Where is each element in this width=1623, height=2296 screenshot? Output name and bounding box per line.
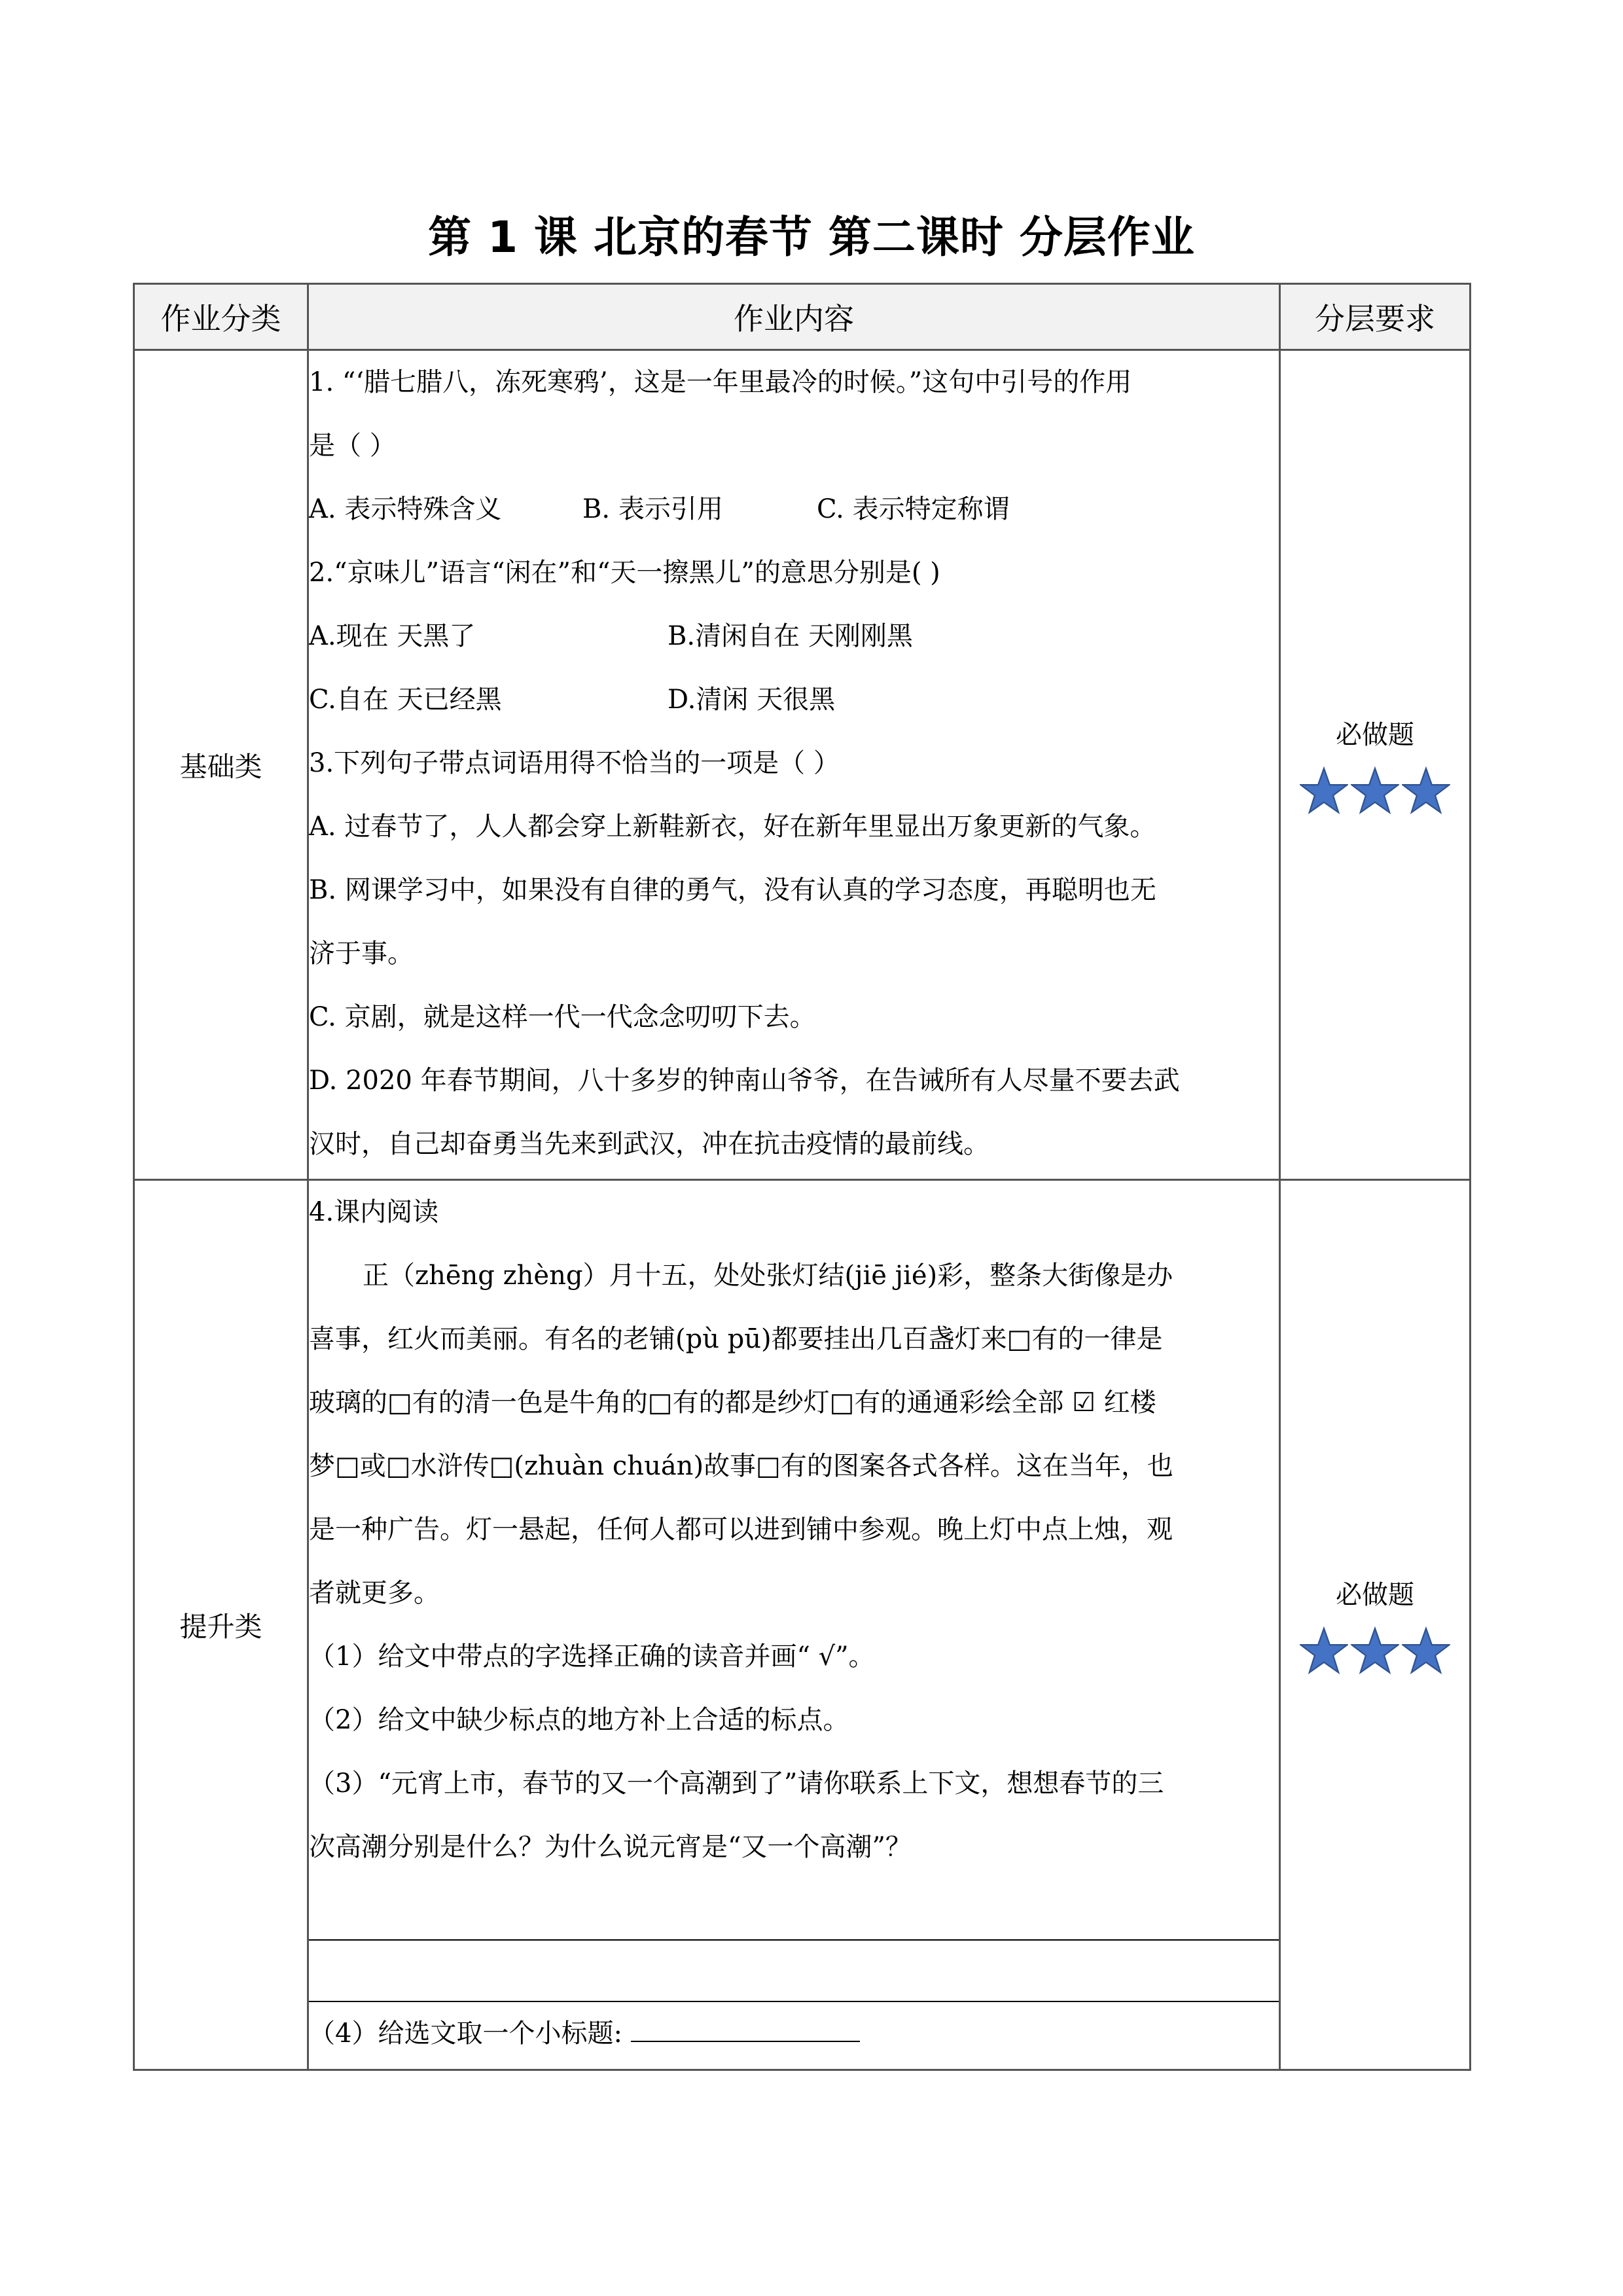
q2-option-b: B.清闲自在 天刚刚黑 [668,621,913,651]
section-row-advanced [134,1180,1471,2070]
page-title: 第 1 课 北京的春节 第二课时 分层作业 [428,212,1195,262]
q2-option-c: C.自在 天已经黑 [309,685,502,715]
header-content: 作业内容 [308,284,1280,350]
q1-stem-line2: 是（ ） [309,431,396,461]
difficulty-stars [1281,1626,1469,1675]
passage-line: 是一种广告。灯一悬起，任何人都可以进到铺中参观。晚上灯中点上烛，观 [309,1515,1173,1545]
passage-line: 梦□或□水浒传□(zhuàn chuán)故事□有的图案各式各样。这在当年，也 [309,1451,1173,1481]
q1-option-b: B. 表示引用 [582,494,723,524]
sub-question-3-line2: 次高潮分别是什么？为什么说元宵是“又一个高潮”？ [309,1832,912,1862]
q1-option-a: A. 表示特殊含义 [309,494,502,524]
q2-option-a: A.现在 天黑了 [309,621,476,651]
answer-line[interactable] [309,1879,1279,1941]
header-category: 作业分类 [134,284,308,350]
q3-option-b-line1: B. 网课学习中，如果没有自律的勇气，没有认真的学习态度，再聪明也无 [309,875,1156,905]
content-basic [308,350,1280,1180]
header-requirement: 分层要求 [1280,284,1471,350]
star-icon [1351,766,1399,815]
passage-line: 喜事，红火而美丽。有名的老铺(pù pū)都要挂出几百盏灯来□有的一律是 [309,1324,1163,1354]
requirement-label: 必做题 [1336,1579,1414,1610]
q1-option-c: C. 表示特定称谓 [817,494,1010,524]
sub-question-3-line1: （3）“元宵上市，春节的又一个高潮到了”请你联系上下文，想想春节的三 [309,1768,1164,1799]
table-header-row [134,284,1471,350]
homework-table [133,283,1471,2071]
subtitle-blank[interactable] [631,2015,860,2042]
q3-option-b-line2: 济于事。 [309,939,414,969]
star-icon [1402,1626,1450,1675]
passage-line: 玻璃的□有的清一色是牛角的□有的都是纱灯□有的通通彩绘全部 ☑ 红楼 [309,1388,1156,1418]
passage-line: 者就更多。 [309,1578,440,1608]
requirement-basic [1280,350,1471,1180]
difficulty-stars [1281,766,1469,815]
q1-options [309,478,1279,541]
q3-option-d-line2: 汉时，自己却奋勇当先来到武汉，冲在抗击疫情的最前线。 [309,1129,990,1159]
q3-option-c: C. 京剧，就是这样一代一代念念叨叨下去。 [309,1002,816,1032]
q2-option-d: D.清闲 天很黑 [668,685,836,715]
passage-line: 正（zhēng zhèng）月十五，处处张灯结(jiē jié)彩，整条大街像是办 [363,1261,1173,1291]
requirement-advanced [1280,1180,1471,2070]
section-row-basic [134,350,1471,1180]
q3-option-a: A. 过春节了，人人都会穿上新鞋新衣，好在新年里显出万象更新的气象。 [309,812,1156,842]
sub-question-4 [309,2002,1279,2066]
q4-heading: 4.课内阅读 [309,1197,439,1227]
q2-stem: 2.“京味儿”语言“闲在”和“天一擦黑儿”的意思分别是( ) [309,558,940,588]
content-advanced [308,1180,1280,2070]
category-advanced: 提升类 [134,1180,308,2070]
q1-stem-line1: 1. “‘腊七腊八，冻死寒鸦’，这是一年里最冷的时候。”这句中引号的作用 [309,367,1132,397]
q2-options-row2 [309,668,1279,732]
answer-line[interactable] [309,1941,1279,2002]
q2-options-row1 [309,605,1279,668]
star-icon [1300,766,1348,815]
sub-question-2: （2）给文中缺少标点的地方补上合适的标点。 [309,1705,849,1735]
q3-option-d-line1: D. 2020 年春节期间，八十多岁的钟南山爷爷，在告诫所有人尽量不要去武 [309,1066,1180,1096]
sub-question-1: （1）给文中带点的字选择正确的读音并画“ √”。 [309,1641,875,1672]
star-icon [1300,1626,1348,1675]
category-basic: 基础类 [134,350,308,1180]
requirement-label: 必做题 [1336,719,1414,750]
star-icon [1402,766,1450,815]
star-icon [1351,1626,1399,1675]
sub-question-4-label: （4）给选文取一个小标题: [309,2018,622,2049]
q3-stem: 3.下列句子带点词语用得不恰当的一项是（ ） [309,748,840,778]
